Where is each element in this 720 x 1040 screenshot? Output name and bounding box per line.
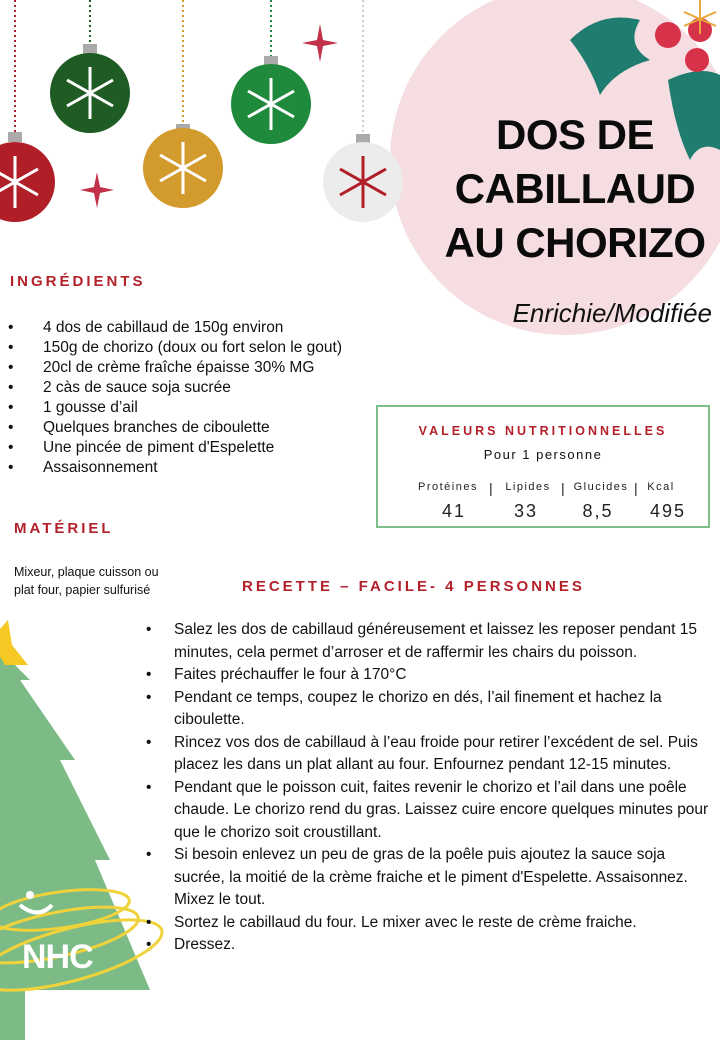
ingredients-list <box>8 318 348 478</box>
list-item: • 20cl de crème fraîche épaisse 30% MG <box>8 358 348 378</box>
ingredients-heading: INGRÉDIENTS <box>10 273 146 290</box>
recipe-title <box>430 108 720 270</box>
materiel-heading: MATÉRIEL <box>14 520 114 537</box>
ornament-red-icon <box>0 132 55 222</box>
nutrition-value: 8,5 <box>582 501 614 521</box>
list-item: • Faites préchauffer le four à 170°C <box>146 664 716 687</box>
nutrition-value: 41 <box>441 501 467 521</box>
nutrition-label: Lipides <box>505 481 551 493</box>
nutrition-value: 495 <box>649 501 687 521</box>
nutrition-box <box>376 405 710 528</box>
title-line: CABILLAUD <box>454 165 696 212</box>
title-line: DOS DE <box>495 111 655 158</box>
list-item: • Rincez vos dos de cabillaud à l’eau froide pour retirer l’excédent de sel. Puis placez les dans un plat allant au four. Enfournez pendant 12-15 minutes. <box>146 732 716 777</box>
ornament-gold-icon <box>143 124 223 208</box>
christmas-tree-icon <box>0 620 168 1040</box>
ornament-dark-green-icon <box>50 44 130 133</box>
nutrition-label: Glucides <box>573 481 629 493</box>
list-item: • Pendant ce temps, coupez le chorizo en dés, l’ail finement et hachez la ciboulette. <box>146 687 716 732</box>
list-item: • Une pincée de piment d'Espelette <box>8 438 348 458</box>
list-item: • Quelques branches de ciboulette <box>8 418 348 438</box>
list-item: • Dressez. <box>146 934 716 957</box>
list-item: • Assaisonnement <box>8 458 348 478</box>
recipe-heading: RECETTE – FACILE- 4 PERSONNES <box>242 578 585 595</box>
materiel-text: Mixeur, plaque cuisson ou plat four, papier sulfurisé <box>14 565 159 597</box>
list-item: • Sortez le cabillaud du four. Le mixer avec le reste de crème fraiche. <box>146 912 716 935</box>
nutrition-heading: VALEURS NUTRITIONNELLES <box>418 424 668 438</box>
separator: | <box>489 480 493 496</box>
recipe-subtitle: Enrichie/Modifiée <box>512 298 712 328</box>
list-item: • 1 gousse d’ail <box>8 398 348 418</box>
ornament-green-icon <box>231 56 311 144</box>
nutrition-subheading: Pour 1 personne <box>483 447 603 462</box>
nutrition-value: 33 <box>513 501 539 521</box>
title-line: AU CHORIZO <box>444 219 706 266</box>
nutrition-label: Protéines <box>418 481 478 493</box>
list-item: • Pendant que le poisson cuit, faites revenir le chorizo et l’ail dans une poêle chaude. Le chorizo rend du gras. Laissez cuire encore quelques minutes pour que le chorizo soit croustillant. <box>146 777 716 845</box>
list-item: • 2 càs de sauce soja sucrée <box>8 378 348 398</box>
recipe-steps <box>146 619 716 957</box>
nutrition-label: Kcal <box>647 481 675 493</box>
list-item: • Si besoin enlevez un peu de gras de la poêle puis ajoutez la sauce soja sucrée, la moitié de la crème fraiche et le piment d'Espelette. Assaisonnez. Mixez le tout. <box>146 844 716 912</box>
list-item: • Salez les dos de cabillaud généreusement et laissez les reposer pendant 15 minutes, cela permet d’arroser et de raffermir les chairs du poisson. <box>146 619 716 664</box>
nhc-logo: NHC <box>22 938 93 976</box>
list-item: • 150g de chorizo (doux ou fort selon le gout) <box>8 338 348 358</box>
list-item: • 4 dos de cabillaud de 150g environ <box>8 318 348 338</box>
separator: | <box>561 480 565 496</box>
separator: | <box>634 480 638 496</box>
